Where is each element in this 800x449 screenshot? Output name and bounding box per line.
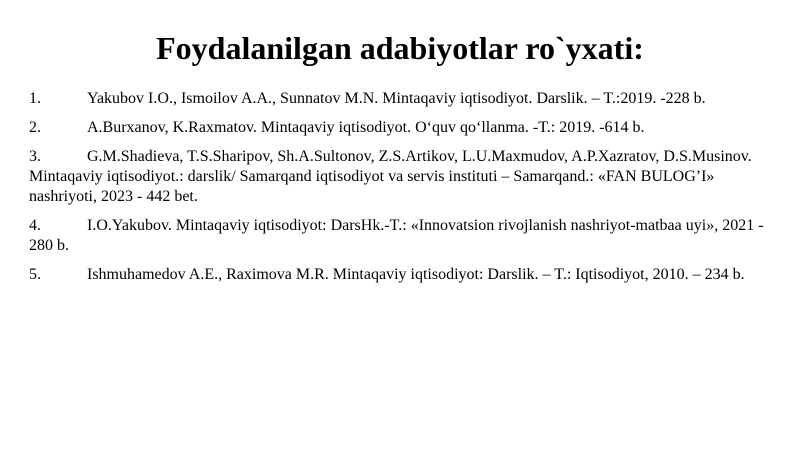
reference-number: 4.: [29, 217, 41, 234]
reference-item-1: [29, 89, 771, 109]
reference-number: 1.: [29, 90, 41, 107]
reference-list: [29, 89, 771, 294]
reference-text: Ishmuhamedov A.E., Raximova M.R. Mintaqaviy iqtisodiyot: Darslik. – T.: Iqtisodiyot, 2010. – 234 b.: [87, 266, 745, 283]
reference-item-5: [29, 265, 771, 285]
reference-text: Yakubov I.O., Ismoilov A.A., Sunnatov M.N. Mintaqaviy iqtisodiyot. Darslik. – T.:2019. -228 b.: [87, 90, 706, 107]
reference-text: G.M.Shadieva, T.S.Sharipov, Sh.A.Sultonov, Z.S.Artikov, L.U.Maxmudov, A.P.Xazratov, D.S.Musinov. Mintaqaviy iqtisodiyot.: darslik/ Samarqand iqtisodiyot va servis instituti – Samarqand.: «FAN BULOG’I» nashriyoti, 2023 - 442 bet.: [29, 148, 752, 205]
reference-item-3: [29, 147, 771, 207]
reference-number: 3.: [29, 148, 41, 165]
reference-text: I.O.Yakubov. Mintaqaviy iqtisodiyot: DarsHk.-T.: «Innovatsion rivojlanish nashriyot-matbaa uyi», 2021 - 280 b.: [29, 217, 764, 254]
reference-text: A.Burxanov, K.Raxmatov. Mintaqaviy iqtisodiyot. O‘quv qo‘llanma. -T.: 2019. -614 b.: [87, 119, 645, 136]
reference-item-2: [29, 118, 771, 138]
slide-title: Foydalanilgan adabiyotlar ro`yxati:: [156, 30, 644, 66]
reference-number: 2.: [29, 119, 41, 136]
reference-number: 5.: [29, 266, 41, 283]
reference-item-4: [29, 216, 771, 256]
